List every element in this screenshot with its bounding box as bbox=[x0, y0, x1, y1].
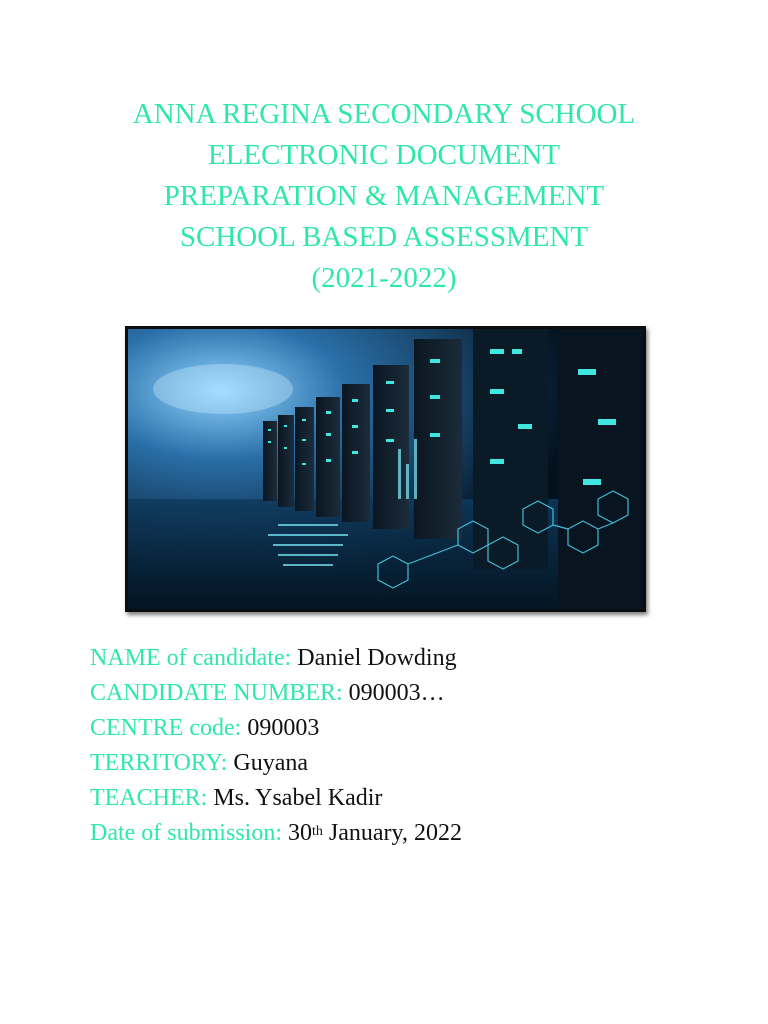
centre-code-row bbox=[90, 711, 462, 746]
centre-code-value: 090003 bbox=[241, 715, 320, 741]
submission-date-label: Date of submission: bbox=[90, 820, 282, 846]
territory-value: Guyana bbox=[227, 750, 309, 776]
subject-line-2: PREPARATION & MANAGEMENT bbox=[163, 180, 605, 212]
candidate-name-value: Daniel Dowding bbox=[291, 645, 457, 671]
submission-date-day: 30 bbox=[282, 820, 312, 846]
candidate-number-label: CANDIDATE NUMBER: bbox=[90, 680, 343, 706]
document-title bbox=[0, 94, 768, 299]
submission-date-ordinal: th bbox=[312, 824, 323, 839]
submission-date-row bbox=[90, 816, 462, 851]
teacher-row bbox=[90, 781, 462, 816]
server-room-cover-image bbox=[125, 326, 646, 612]
assessment-type: SCHOOL BASED ASSESSMENT bbox=[179, 221, 589, 253]
submission-date-month-year: January, 2022 bbox=[322, 820, 462, 846]
candidate-name-row bbox=[90, 641, 462, 676]
subject-line-1: ELECTRONIC DOCUMENT bbox=[207, 139, 560, 171]
territory-row bbox=[90, 746, 462, 781]
territory-label: TERRITORY: bbox=[90, 750, 228, 776]
candidate-details bbox=[90, 641, 462, 851]
teacher-label: TEACHER: bbox=[90, 785, 208, 811]
candidate-name-label: NAME of candidate: bbox=[90, 645, 292, 671]
centre-code-label: CENTRE code: bbox=[90, 715, 242, 741]
candidate-number-value: 090003… bbox=[342, 680, 445, 706]
teacher-value: Ms. Ysabel Kadir bbox=[207, 785, 383, 811]
academic-year: (2021-2022) bbox=[311, 262, 457, 294]
school-name: ANNA REGINA SECONDARY SCHOOL bbox=[132, 98, 636, 130]
candidate-number-row bbox=[90, 676, 462, 711]
server-illustration bbox=[128, 329, 643, 609]
